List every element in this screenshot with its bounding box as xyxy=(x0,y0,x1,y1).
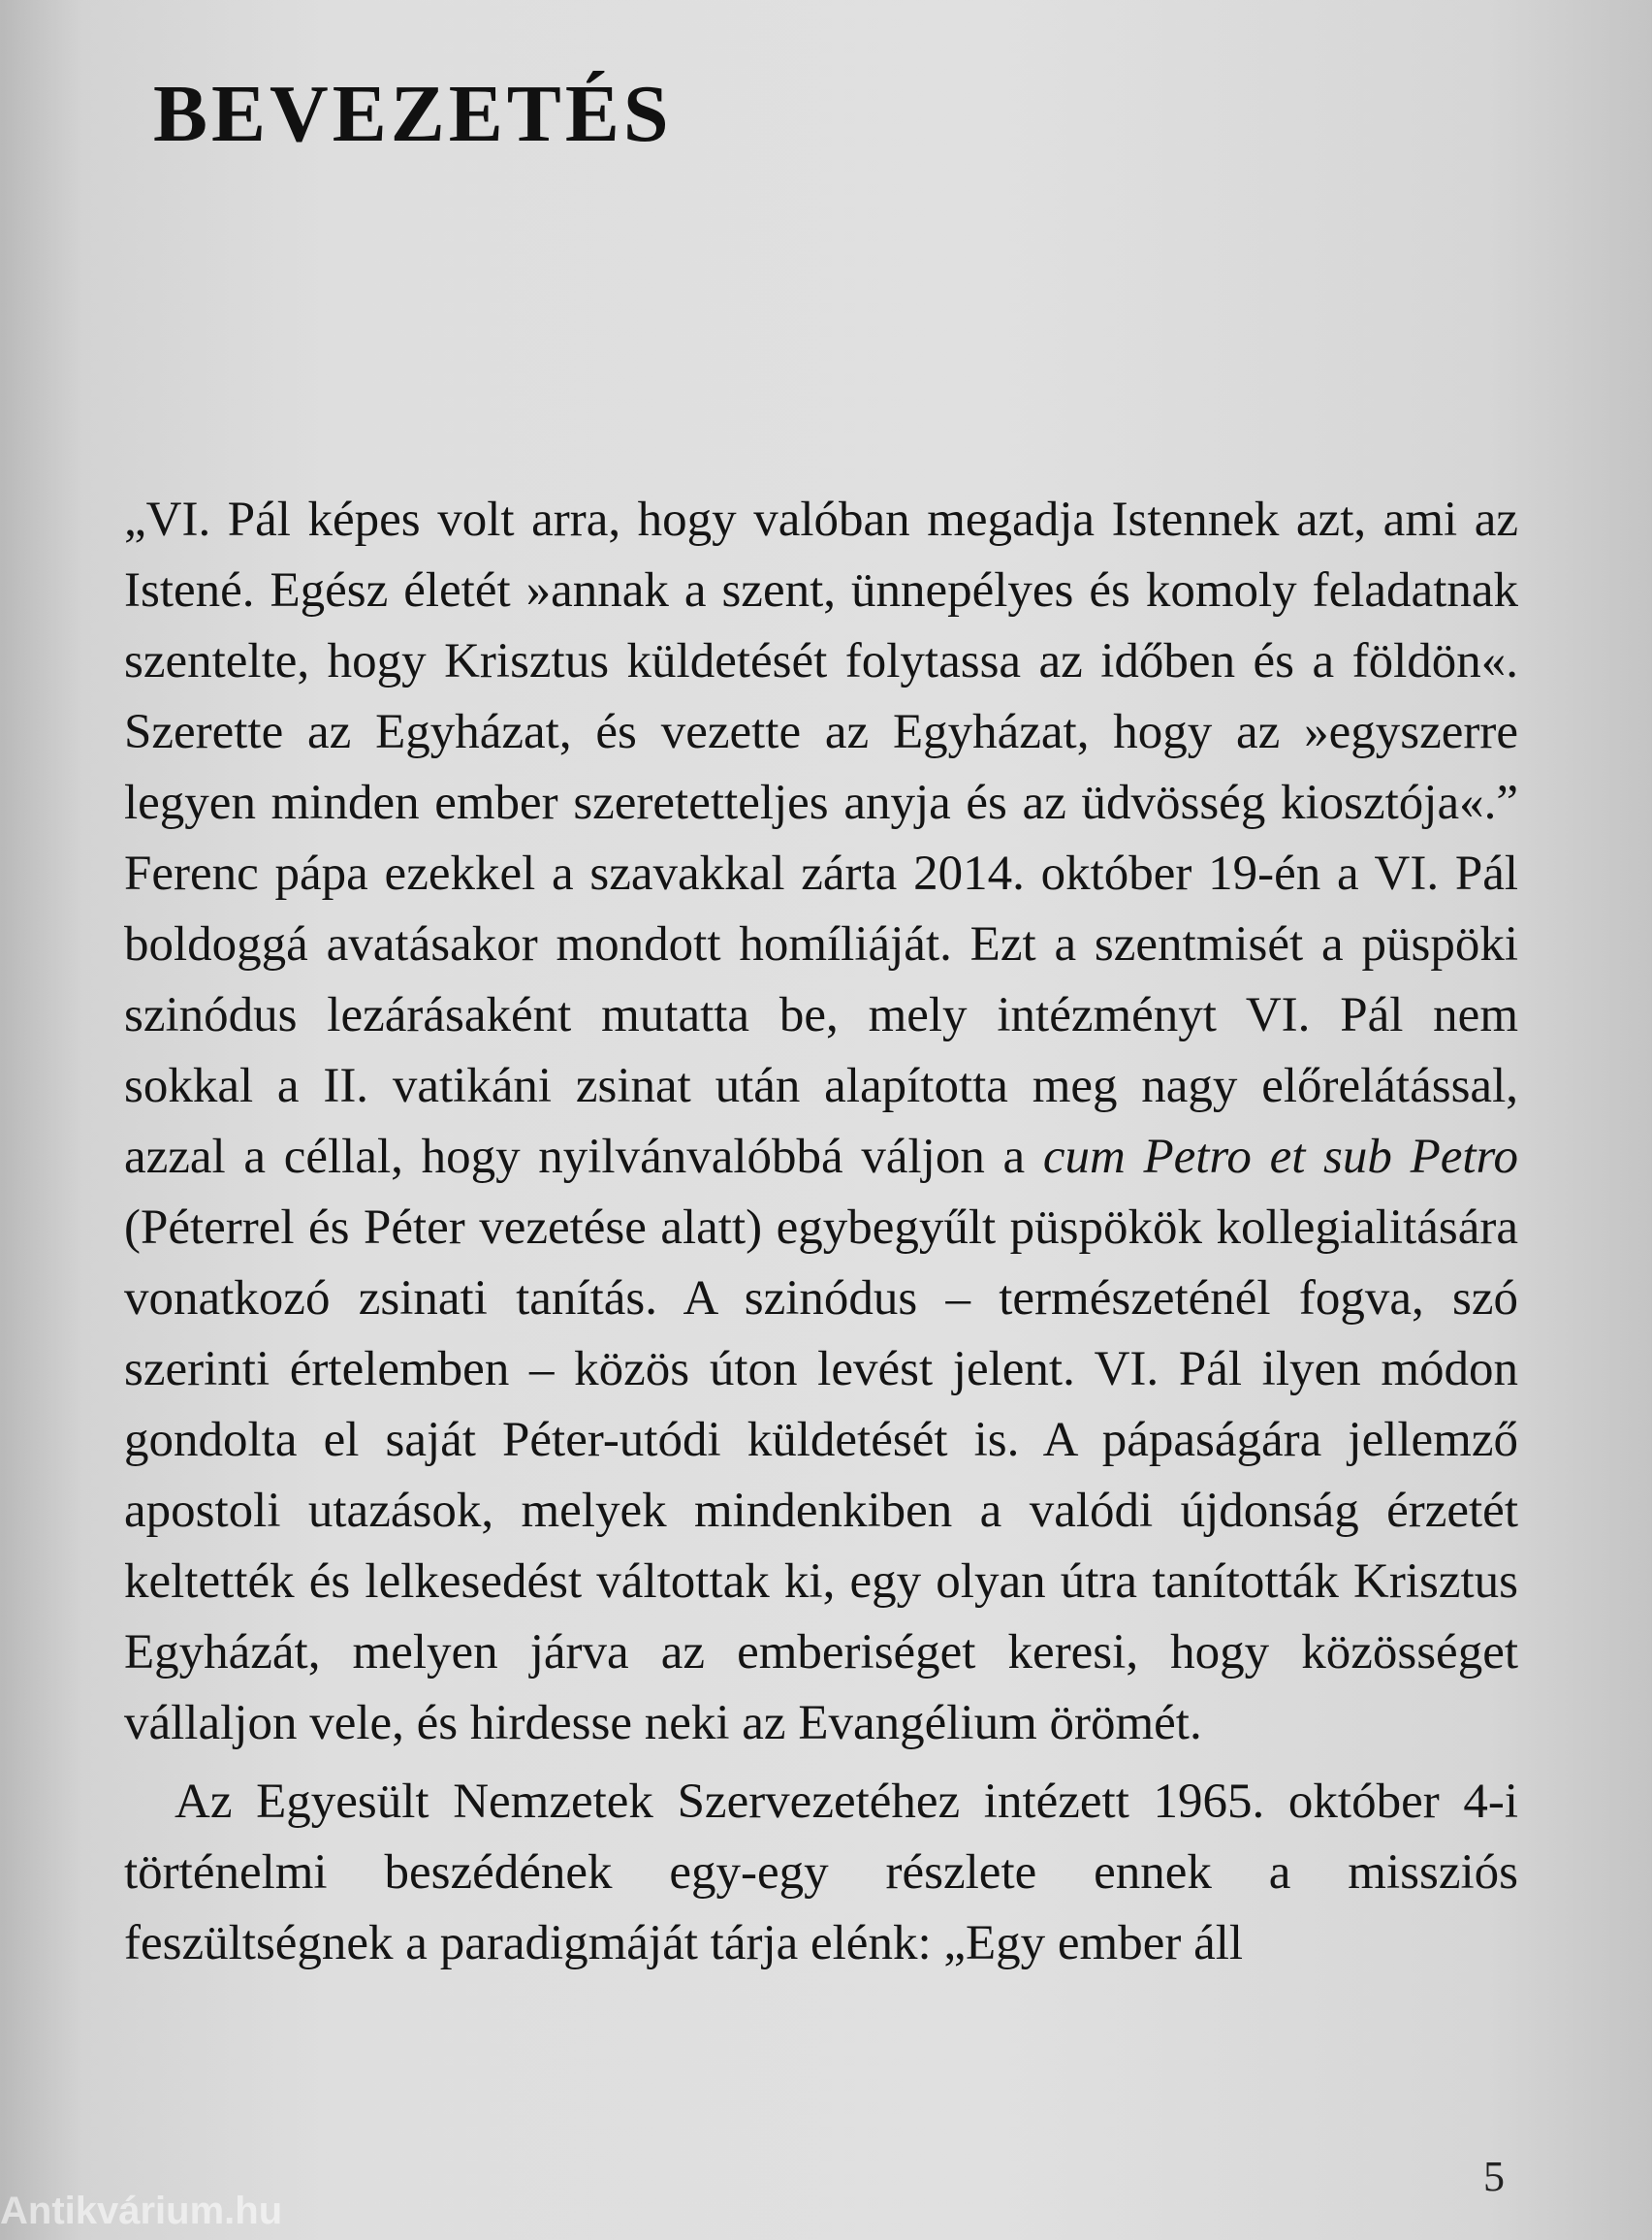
paragraph-2: Az Egyesült Nemzetek Szervezetéhez intézett 1965. október 4-i történelmi beszédének egy-egy részlete ennek a missziós feszültségnek a paradigmáját tárja elénk: „Egy ember áll xyxy=(124,1775,1518,1970)
paragraph-1-part-b: (Péterrel és Péter vezetése alatt) egybegyűlt püspökök kollegialitására vonatkozó zsinati tanítás. A szinódus – természeténél fogva, szó szerinti értelemben – közös úton levést jelent. VI. Pál ilyen módon gondolta el saját Péter-utódi küldetését is. A pápaságára jellemző apostoli utazások, melyek mindenkiben a valódi újdonság érzetét keltették és lelkesedést váltottak ki, egy olyan útra tanították Krisztus Egyházát, melyen járva az emberiséget keresi, hogy közösséget vállaljon vele, és hirdesse neki az Evangélium örömét. xyxy=(124,1200,1518,1750)
paragraph-1 xyxy=(124,485,1518,1759)
paragraph-1-italic-phrase: cum Petro et sub Petro xyxy=(1042,1130,1519,1184)
watermark: Antikvárium.hu xyxy=(0,2190,283,2232)
page-number: 5 xyxy=(1483,2153,1505,2200)
body-text xyxy=(124,485,1518,1979)
chapter-title: BEVEZETÉS xyxy=(153,69,673,159)
paragraph-1-part-a: „VI. Pál képes volt arra, hogy valóban megadja Istennek azt, ami az Istené. Egész életét »annak a szent, ünnepélyes és komoly feladatnak szentelte, hogy Krisztus küldetését folytassa az időben és a földön«. Szerette az Egyházat, és vezette az Egyházat, hogy az »egyszerre legyen minden ember szeretetteljes anyja és az üdvösség kiosztója«.” Ferenc pápa ezekkel a szavakkal zárta 2014. október 19-én a VI. Pál boldoggá avatásakor mondott homíliáját. Ezt a szentmisét a püspöki szinódus lezárásaként mutatta be, mely intézményt VI. Pál nem sokkal a II. vatikáni zsinat után alapította meg nagy előrelátással, azzal a céllal, hogy nyilvánvalóbbá váljon a xyxy=(124,493,1518,1184)
